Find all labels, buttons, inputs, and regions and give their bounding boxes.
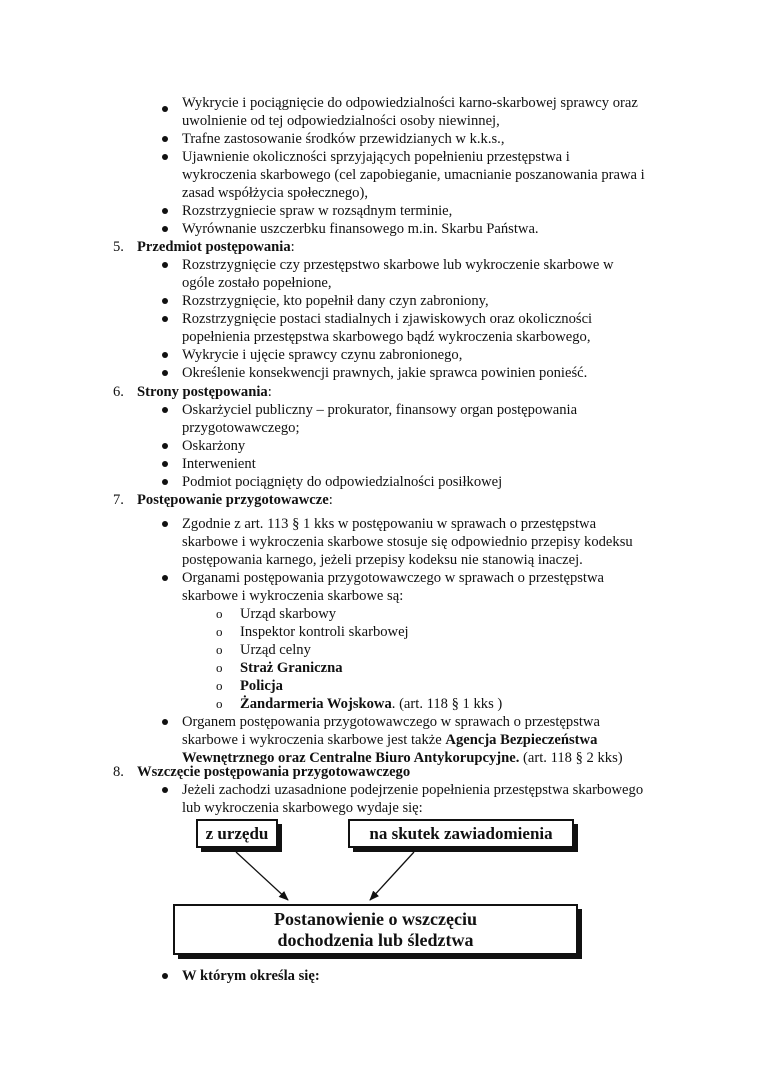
heading-colon: : <box>290 239 295 255</box>
arrow-right <box>370 852 414 900</box>
article-reference: . (art. 118 § 1 kks ) <box>391 696 503 712</box>
heading-colon: : <box>267 384 272 400</box>
list-item-line: Trafne zastosowanie środków przewidzianych w k.k.s., <box>182 131 505 147</box>
decision-line-1: Postanowienie o wszczęciu <box>274 908 477 929</box>
list-item-line: Interwenient <box>182 456 256 472</box>
list-item-line: wykroczenia skarbowego (cel zapobieganie, umacnianie poszanowania prawa i <box>182 167 645 183</box>
section-number: 6. <box>113 384 124 400</box>
box-on-notification: na skutek zawiadomienia <box>348 819 574 848</box>
section-number: 8. <box>113 764 124 780</box>
list-item-line: ogóle zostało popełnione, <box>182 275 332 291</box>
circle-bullet-icon: o <box>216 696 223 711</box>
section-number: 7. <box>113 492 124 508</box>
list-item-line: Wykrycie i pociągnięcie do odpowiedzialności karno-skarbowej sprawcy oraz <box>182 95 638 111</box>
section-title: Postępowanie przygotowawcze <box>137 492 329 508</box>
section-title: Przedmiot postępowania <box>137 239 291 255</box>
section-title: Wszczęcie postępowania przygotowawczego <box>137 764 411 780</box>
list-item-line: uwolnienie od tej odpowiedzialności osoby niewinnej, <box>182 113 500 129</box>
circle-bullet-icon: o <box>216 642 223 657</box>
sublist-item-bold: Policja <box>240 678 283 694</box>
list-item-line: Rozstrzygnięcie czy przestępstwo skarbowe lub wykroczenie skarbowe w <box>182 257 614 273</box>
heading-colon: : <box>328 492 333 508</box>
list-item-line <box>182 967 320 985</box>
text-run-bold: Wewnętrznego oraz Centralne Biuro Antykorupcyjne. <box>182 750 520 766</box>
list-item-line: Ujawnienie okoliczności sprzyjających popełnieniu przestępstwa i <box>182 149 570 165</box>
section-title: Strony postępowania <box>137 384 268 400</box>
circle-bullet-icon: o <box>216 660 223 675</box>
list-item-line: Zgodnie z art. 113 § 1 kks w postępowaniu w sprawach o przestępstwa <box>182 516 597 532</box>
list-item-line: przygotowawczego; <box>182 420 300 436</box>
list-item-line: skarbowe i wykroczenia skarbowe są: <box>182 588 404 604</box>
list-item-line: Rozstrzygniecie spraw w rozsądnym terminie, <box>182 203 453 219</box>
list-item-line: lub wykroczenia skarbowego wydaje się: <box>182 800 423 816</box>
list-item-line: Wykrycie i ujęcie sprawcy czynu zabronionego, <box>182 347 463 363</box>
sublist-item: Urząd skarbowy <box>240 606 337 622</box>
circle-bullet-icon: o <box>216 624 223 639</box>
arrow-left <box>236 852 288 900</box>
list-item-line: Rozstrzygnięcie postaci stadialnych i zjawiskowych oraz okoliczności <box>182 311 593 327</box>
text-run-bold: W którym określa się: <box>182 968 320 984</box>
sublist-item: Urząd celny <box>240 642 311 658</box>
list-item-line: postępowania karnego, jeżeli przepisy kodeksu nie stanowią inaczej. <box>182 552 583 568</box>
list-item-line: Organem postępowania przygotowawczego w sprawach o przestępstwa <box>182 714 600 730</box>
list-item-line: Określenie konsekwencji prawnych, jakie sprawca powinien ponieść. <box>182 365 588 381</box>
box-decision <box>173 904 578 955</box>
text-run-bold: Agencja Bezpieczeństwa <box>445 732 598 748</box>
list-item-line: zasad współżycia społecznego), <box>182 185 368 201</box>
box-ex-officio: z urzędu <box>196 819 278 848</box>
circle-bullet-icon: o <box>216 678 223 693</box>
sublist-item-bold: Żandarmeria Wojskowa <box>240 696 392 712</box>
sublist-item-bold: Straż Graniczna <box>240 660 343 676</box>
list-item-line: Oskarżyciel publiczny – prokurator, finansowy organ postępowania <box>182 402 578 418</box>
circle-bullet-icon: o <box>216 606 223 621</box>
sublist-item: Inspektor kontroli skarbowej <box>240 624 409 640</box>
decision-line-2: dochodzenia lub śledztwa <box>277 929 474 950</box>
article-reference: (art. 118 § 2 kks) <box>519 750 623 766</box>
list-item-line: Jeżeli zachodzi uzasadnione podejrzenie popełnienia przestępstwa skarbowego <box>182 782 644 798</box>
section-number: 5. <box>113 239 124 255</box>
bullet-icon <box>162 973 168 979</box>
text-run: skarbowe i wykroczenia skarbowe jest także <box>182 732 446 748</box>
list-item-line: Organami postępowania przygotowawczego w sprawach o przestępstwa <box>182 570 604 586</box>
list-item-line: Podmiot pociągnięty do odpowiedzialności posiłkowej <box>182 474 503 490</box>
list-item-line: Oskarżony <box>182 438 246 454</box>
list-item-line: popełnienia przestępstwa skarbowego bądź wykroczenia skarbowego, <box>182 329 591 345</box>
list-item-line: Wyrównanie uszczerbku finansowego m.in. Skarbu Państwa. <box>182 221 539 237</box>
list-item-line: Rozstrzygnięcie, kto popełnił dany czyn zabroniony, <box>182 293 489 309</box>
list-item-line: skarbowe i wykroczenia skarbowe stosuje się odpowiednio przepisy kodeksu <box>182 534 633 550</box>
